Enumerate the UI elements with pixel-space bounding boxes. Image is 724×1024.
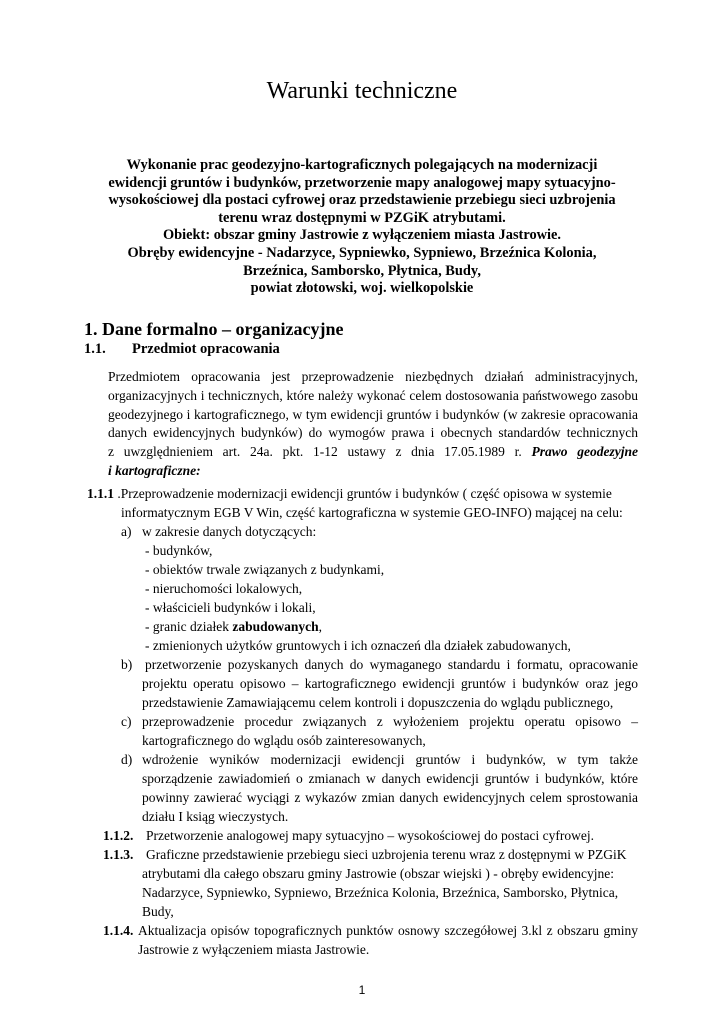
- item-1-1-3-text: atrybutami dla całego obszaru gminy Jastrowie (obszar wiejski ) - obręby ewidencyjne:: [142, 866, 614, 881]
- list-text-d: sporządzenie zawiadomień o zmianach w danych ewidencji gruntów i budynków, które: [142, 771, 638, 786]
- subsection-number: 1.1.: [84, 341, 106, 357]
- list-text-c: przeprowadzenie procedur związanych z wyłożeniem projektu operatu opisowo –: [142, 714, 638, 729]
- list-text-d: wdrożenie wyników modernizacji ewidencji gruntów i budynków, w tym także: [142, 752, 638, 767]
- paragraph-line: organizacyjnych i technicznych, które należy wykonać celem dostosowania państwowego zasobu: [108, 387, 638, 403]
- list-label-c: c): [121, 714, 132, 729]
- sub-list-item: - nieruchomości lokalowych,: [145, 581, 303, 596]
- sub-list-item: - obiektów trwale związanych z budynkami,: [145, 562, 385, 577]
- list-text-c: kartograficznego do wglądu osób zainteresowanych,: [142, 733, 426, 748]
- subtitle-line: powiat złotowski, woj. wielkopolskie: [250, 280, 474, 297]
- sub-list-item: - właścicieli budynków i lokali,: [145, 600, 316, 615]
- sub-list-bold: zabudowanych: [232, 619, 319, 634]
- list-label-a: a): [121, 524, 132, 539]
- list-text-b: projektu operatu opisowo – kartograficznego ewidencji gruntów i budynków oraz jego: [142, 676, 638, 691]
- law-title: Prawo geodezyjne: [531, 444, 639, 460]
- sub-list-tail: ,: [318, 619, 322, 634]
- law-title-cont: i kartograficzne:: [108, 462, 201, 478]
- list-text-b: przedstawienie Zamawiającemu celem kontroli i dopuszczenia do wglądu publicznego,: [142, 695, 614, 710]
- paragraph-line: danych ewidencyjnych budynków) do wymogów prawa i obecnych standardów technicznych: [108, 425, 638, 441]
- list-text-d: powinny zawierać wyciągi z wykazów zmian danych ewidencyjnych celem sprostowania: [142, 790, 638, 805]
- paragraph-line: Przedmiotem opracowania jest przeprowadzenie niezbędnych działań administracyjnych,: [108, 369, 638, 384]
- subtitle-line: ewidencji gruntów i budynków, przetworzenie mapy analogowej mapy sytuacyjno-: [108, 174, 616, 191]
- paragraph-line: [108, 462, 638, 481]
- list-label-d: d): [121, 752, 133, 767]
- item-1-1-4-text: Jastrowie z wyłączeniem miasta Jastrowie.: [138, 942, 370, 957]
- subtitle-line: Brzeźnica, Samborsko, Płytnica, Budy,: [243, 262, 481, 279]
- item-1-1-3-text: Budy,: [142, 904, 174, 919]
- subsection-heading: [84, 341, 280, 358]
- document-subtitle: [60, 157, 664, 298]
- item-1-1-3-text: Graficzne przedstawienie przebiegu sieci uzbrojenia terenu wraz z dostępnymi w PZGiK: [146, 847, 627, 862]
- sub-list-text: - granic działek: [145, 619, 233, 634]
- item-1-1-3-text: Nadarzyce, Sypniewko, Sypniewo, Brzeźnica Kolonia, Brzeźnica, Samborsko, Płytnica,: [142, 885, 619, 900]
- item-1-1-1: [87, 486, 612, 502]
- item-text-cont: informatycznym EGB V Win, część kartograficzna w systemie GEO-INFO) mającej na celu:: [121, 505, 623, 520]
- item-number: 1.1.2.: [103, 828, 134, 843]
- item-number: 1.1.3.: [103, 847, 134, 862]
- list-text-a: w zakresie danych dotyczących:: [142, 524, 317, 539]
- list-label-b: b): [121, 657, 133, 672]
- subtitle-line: Obiekt: obszar gminy Jastrowie z wyłączeniem miasta Jastrowie.: [162, 227, 562, 244]
- sub-list-item: - budynków,: [145, 543, 213, 558]
- item-number: 1.1.1: [87, 486, 114, 501]
- paragraph-text: z uwzględnieniem art. 24a. pkt. 1-12 ustawy z dnia 17.05.1989 r.: [108, 444, 522, 460]
- list-text-d: działu I ksiąg wieczystych.: [142, 809, 289, 824]
- subtitle-line: wysokościowej dla postaci cyfrowej oraz przedstawienie przebiegu sieci uzbrojenia: [108, 192, 616, 209]
- subtitle-line: terenu wraz dostępnymi w PZGiK atrybutami.: [218, 209, 506, 226]
- item-1-1-4-text: Aktualizacja opisów topograficznych punktów osnowy szczegółowej 3.kl z obszaru gminy: [138, 923, 638, 938]
- item-text: .Przeprowadzenie modernizacji ewidencji gruntów i budynków ( część opisowa w systemie: [117, 486, 612, 501]
- intro-paragraph: [108, 368, 638, 481]
- subtitle-line: Obręby ewidencyjne - Nadarzyce, Sypniewko, Sypniewo, Brzeźnica Kolonia,: [127, 244, 597, 261]
- sub-list-item: - zmienionych użytków gruntowych i ich oznaczeń dla działek zabudowanych,: [145, 638, 571, 653]
- subtitle-line: Wykonanie prac geodezyjno-kartograficznych polegających na modernizacji: [126, 157, 598, 173]
- page-number: 1: [358, 983, 366, 997]
- sub-list-item: [145, 619, 322, 635]
- item-number: 1.1.4.: [103, 923, 134, 938]
- document-title: Warunki techniczne: [266, 78, 458, 104]
- paragraph-line: geodezyjnego i kartograficznego, w tym ewidencji gruntów i budynków (w zakresie opracowania: [108, 406, 638, 422]
- subsection-title: Przedmiot opracowania: [132, 341, 280, 357]
- section-heading: 1. Dane formalno – organizacyjne: [84, 319, 344, 339]
- item-1-1-2-text: Przetworzenie analogowej mapy sytuacyjno – wysokościowej do postaci cyfrowej.: [146, 828, 594, 843]
- paragraph-line: [108, 443, 638, 462]
- list-text-b: przetworzenie pozyskanych danych do wymaganego standardu i formatu, opracowanie: [145, 657, 638, 672]
